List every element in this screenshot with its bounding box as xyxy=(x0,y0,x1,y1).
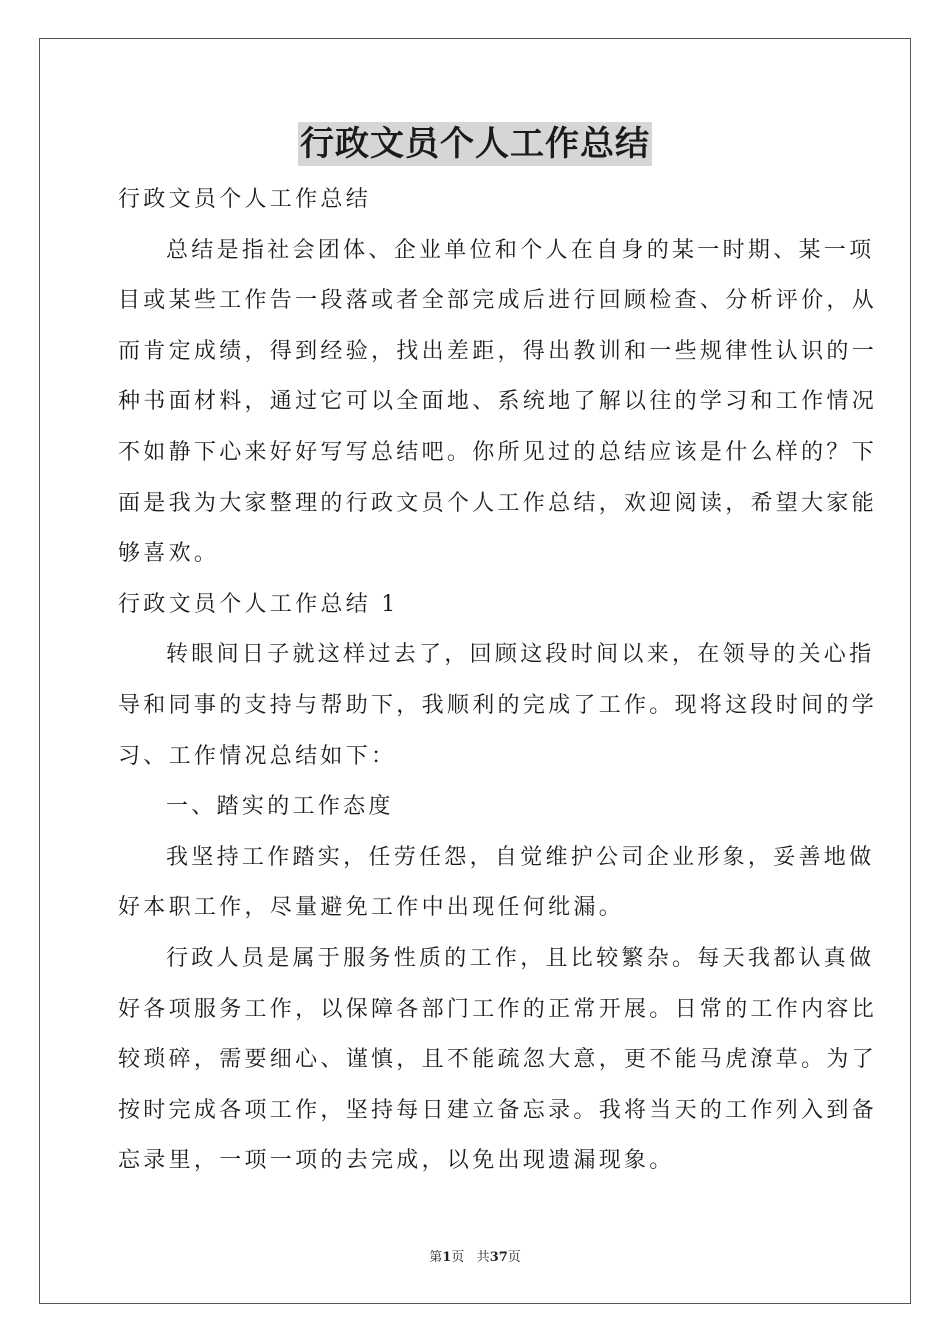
page-number: 1 xyxy=(442,1250,452,1265)
text-line: 种书面材料，通过它可以全面地、系统地了解以往的学习和工作情况 xyxy=(118,389,878,415)
text-line: 转眼间日子就这样过去了，回顾这段时间以来，在领导的关心指 xyxy=(166,642,875,668)
text-line: 不如静下心来好好写写总结吧。你所见过的总结应该是什么样的？下 xyxy=(118,439,878,465)
text-line: 较琐碎，需要细心、谨慎，且不能疏忽大意，更不能马虎潦草。为了 xyxy=(118,1047,878,1073)
text-line: 按时完成各项工作，坚持每日建立备忘录。我将当天的工作列入到备 xyxy=(118,1097,878,1123)
text-line: 一、踏实的工作态度 xyxy=(166,794,394,820)
text-line: 行政人员是属于服务性质的工作，且比较繁杂。每天我都认真做 xyxy=(166,945,875,971)
title-container xyxy=(0,122,950,166)
text-line: 我坚持工作踏实，任劳任怨，自觉维护公司企业形象，妥善地做 xyxy=(166,844,875,870)
text-line: 习、工作情况总结如下： xyxy=(118,743,397,769)
text-line: 总结是指社会团体、企业单位和个人在自身的某一时期、某一项 xyxy=(166,237,875,263)
total-prefix: 共 xyxy=(476,1250,490,1265)
page-suffix: 页 xyxy=(451,1250,465,1265)
text-line: 行政文员个人工作总结 1 xyxy=(118,591,399,617)
text-line: 行政文员个人工作总结 xyxy=(118,187,372,212)
text-line: 够喜欢。 xyxy=(118,541,220,567)
page-prefix: 第 xyxy=(429,1250,443,1265)
text-line: 好各项服务工作，以保障各部门工作的正常开展。日常的工作内容比 xyxy=(118,996,878,1022)
document-body xyxy=(118,175,878,1187)
text-line: 导和同事的支持与帮助下，我顺利的完成了工作。现将这段时间的学 xyxy=(118,692,878,718)
text-line: 目或某些工作告一段落或者全部完成后进行回顾检查、分析评价，从 xyxy=(118,288,878,314)
text-line: 而肯定成绩，得到经验，找出差距，得出教训和一些规律性认识的一 xyxy=(118,338,878,364)
text-line: 好本职工作，尽量避免工作中出现任何纰漏。 xyxy=(118,895,625,921)
total-pages: 37 xyxy=(489,1250,508,1265)
text-line: 忘录里，一项一项的去完成，以免出现遗漏现象。 xyxy=(118,1148,675,1174)
total-suffix: 页 xyxy=(507,1250,521,1265)
page-footer xyxy=(0,1246,950,1265)
text-line: 面是我为大家整理的行政文员个人工作总结，欢迎阅读，希望大家能 xyxy=(118,490,878,516)
document-title: 行政文员个人工作总结 xyxy=(300,124,650,164)
